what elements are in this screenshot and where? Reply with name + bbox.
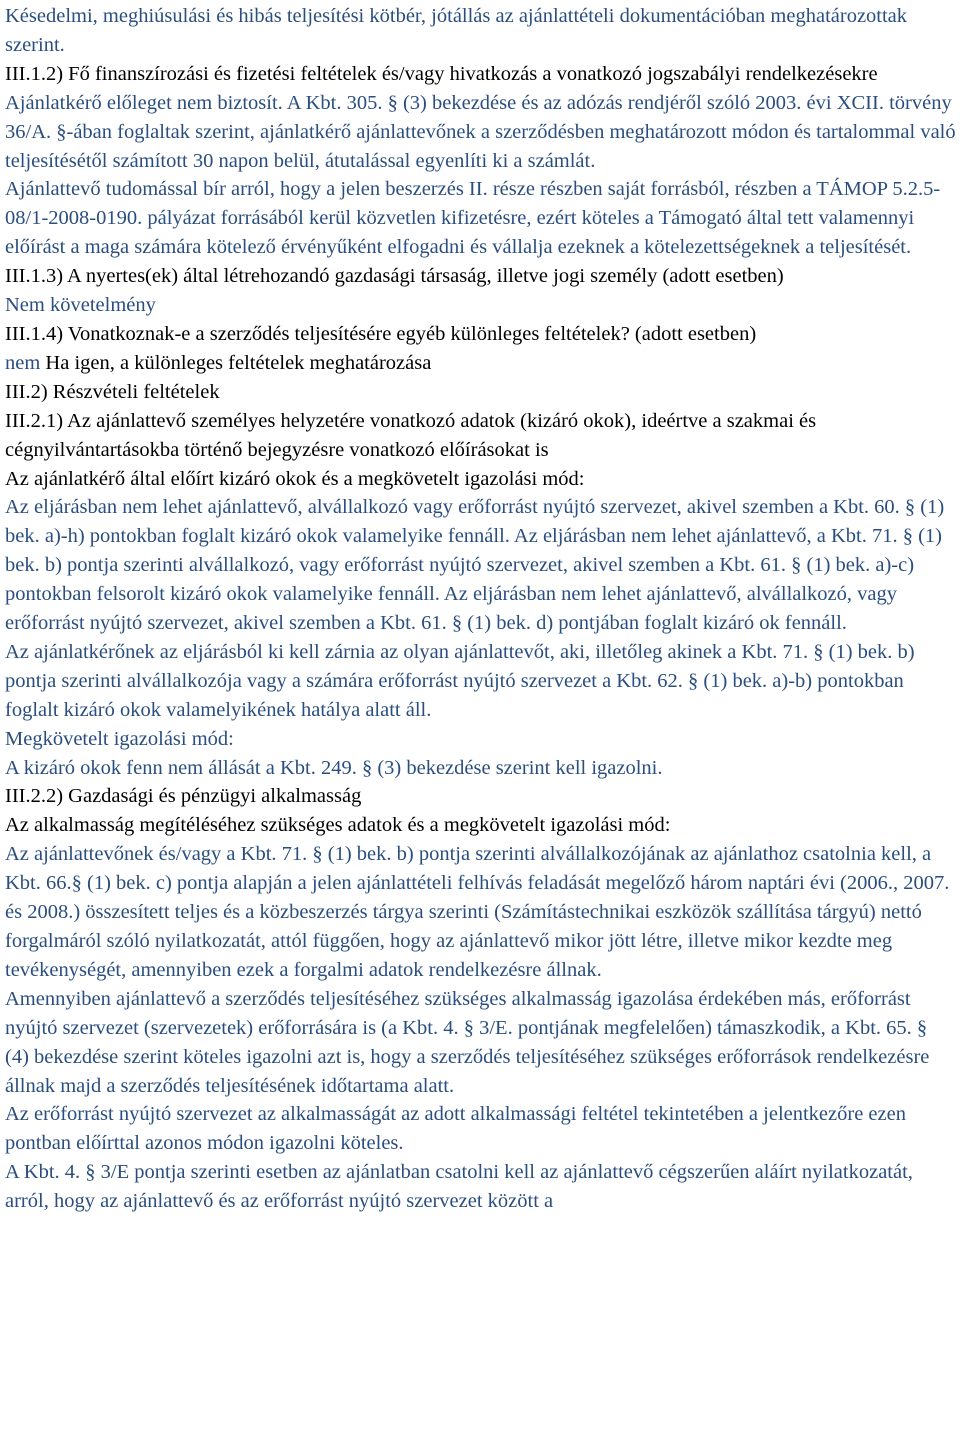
document-paragraph [5, 378, 956, 407]
filled-text: Az eljárásban nem lehet ajánlattevő, alvállalkozó vagy erőforrást nyújtó szervezet, akivel szemben a Kbt. 60. § (1) bek. a)-h) pontokban foglalt kizáró okok valamelyike fennáll. Az eljárásban nem lehet ajánlattevő, a Kbt. 71. § (1) bek. b) pontja szerinti alvállalkozó, vagy erőforrást nyújtó szervezet, akivel szemben a Kbt. 61. § (1) bek. a)-c) pontokban felsorolt kizáró okok valamelyike fennáll. Az eljárásban nem lehet ajánlattevő, alvállalkozó, vagy erőforrást nyújtó szervezet, akivel szemben a Kbt. 61. § (1) bek. d) pontjában foglalt kizáró ok fennáll. [5, 496, 945, 635]
document-paragraph [5, 754, 956, 783]
document-paragraph [5, 262, 956, 291]
document-paragraph [5, 89, 956, 176]
document-paragraph [5, 811, 956, 840]
form-label-text: Az ajánlatkérő által előírt kizáró okok és a megkövetelt igazolási mód: [5, 467, 585, 490]
document-paragraph [5, 465, 956, 494]
document-body [5, 2, 956, 1216]
document-paragraph [5, 985, 956, 1101]
filled-text: A kizáró okok fenn nem állását a Kbt. 249. § (3) bekezdése szerint kell igazolni. [5, 756, 663, 779]
filled-text: Ajánlatkérő előleget nem biztosít. A Kbt. 305. § (3) bekezdése és az adózás rendjéről szóló 2003. évi XCII. törvény 36/A. §-ában foglaltak szerint, ajánlatkérő ajánlattevőnek a szerződésben meghatározott módon és tartalommal való teljesítésétől számított 30 napon belül, átutalással egyenlíti ki a számlát. [5, 91, 956, 172]
form-label-text: Ha igen, a különleges feltételek meghatározása [40, 351, 432, 374]
document-paragraph [5, 840, 956, 985]
document-paragraph [5, 638, 956, 725]
filled-text: Az ajánlattevőnek és/vagy a Kbt. 71. § (1) bek. b) pontja szerinti alvállalkozójának az ajánlathoz csatolnia kell, a Kbt. 66.§ (1) bek. c) pontja alapján a jelen ajánlattételi felhívás feladását megelőző három naptári évi (2006., 2007. és 2008.) összesített teljes és a közbeszerzés tárgya szerinti (Számítástechnikai eszközök szállítása tárgyú) nettó forgalmáról szóló nyilatkozatát, attól függően, hogy az ajánlattevő mikor jött létre, illetve mikor kezdte meg tevékenységét, amennyiben ezek a forgalmi adatok rendelkezésre állnak. [5, 843, 950, 981]
filled-text: nem [5, 351, 41, 374]
document-paragraph [5, 407, 956, 465]
filled-text: Késedelmi, meghiúsulási és hibás teljesítési kötbér, jótállás az ajánlattételi dokumentációban meghatározottak szerint. [5, 5, 908, 56]
document-paragraph [5, 1100, 956, 1158]
document-paragraph [5, 493, 956, 638]
document-paragraph [5, 349, 956, 378]
document-paragraph [5, 320, 956, 349]
document-paragraph [5, 175, 956, 262]
document-paragraph [5, 725, 956, 754]
form-label-text: III.1.2) Fő finanszírozási és fizetési feltételek és/vagy hivatkozás a vonatkozó jogszabályi rendelkezésekre [5, 62, 878, 85]
filled-text: Megkövetelt igazolási mód: [5, 727, 234, 750]
document-paragraph [5, 291, 956, 320]
filled-text: Az erőforrást nyújtó szervezet az alkalmasságát az adott alkalmassági feltétel tekintetében a jelentkezőre ezen pontban előírttal azonos módon igazolni köteles. [5, 1103, 906, 1155]
form-label-text: III.2) Részvételi feltételek [5, 380, 220, 403]
form-label-text: III.1.3) A nyertes(ek) által létrehozandó gazdasági társaság, illetve jogi személy (adott esetben) [5, 265, 784, 288]
filled-text: Nem követelmény [5, 294, 156, 317]
form-label-text: III.2.2) Gazdasági és pénzügyi alkalmasság [5, 785, 362, 808]
document-paragraph [5, 2, 956, 60]
form-label-text: III.2.1) Az ajánlattevő személyes helyzetére vonatkozó adatok (kizáró okok), ideértve a szakmai és cégnyilvántartásokba történő bejegyzésre vonatkozó előírásokat is [5, 409, 817, 461]
document-paragraph [5, 1158, 956, 1216]
form-label-text: III.1.4) Vonatkoznak-e a szerződés teljesítésére egyéb különleges feltételek? (adott esetben) [5, 322, 757, 345]
document-paragraph [5, 60, 956, 89]
form-label-text: Az alkalmasság megítéléséhez szükséges adatok és a megkövetelt igazolási mód: [5, 814, 671, 837]
filled-text: Az ajánlatkérőnek az eljárásból ki kell zárnia az olyan ajánlattevőt, aki, illetőleg akinek a Kbt. 71. § (1) bek. b) pontja szerinti alvállalkozója vagy a számára erőforrást nyújtó szervezet a Kbt. 62. § (1) bek. a)-b) pontokban foglalt kizáró okok valamelyikének hatálya alatt áll. [5, 640, 915, 721]
document-paragraph [5, 782, 956, 811]
filled-text: Ajánlattevő tudomással bír arról, hogy a jelen beszerzés II. része részben saját forrásból, részben a TÁMOP 5.2.5-08/1-2008-0190. pályázat forrásából kerül közvetlen kifizetésre, ezért köteles a Támogató által tett valamennyi előírást a maga számára kötelező érvényűként elfogadni és vállalja ezeknek a kötelezettségeknek a teljesítését. [5, 178, 941, 259]
filled-text: A Kbt. 4. § 3/E pontja szerinti esetben az ajánlatban csatolni kell az ajánlattevő cégszerűen aláírt nyilatkozatát, arról, hogy az ajánlattevő és az erőforrást nyújtó szervezet között a [5, 1161, 913, 1213]
filled-text: Amennyiben ajánlattevő a szerződés teljesítéséhez szükséges alkalmasság igazolása érdekében más, erőforrást nyújtó szervezet (szervezetek) erőforrására is (a Kbt. 4. § 3/E. pontjának megfelelően) támaszkodik, a Kbt. 65. § (4) bekezdése szerint köteles igazolni azt is, hogy a szerződés teljesítéséhez szükséges erőforrások rendelkezésre állnak majd a szerződés teljesítésének időtartama alatt. [5, 987, 930, 1097]
